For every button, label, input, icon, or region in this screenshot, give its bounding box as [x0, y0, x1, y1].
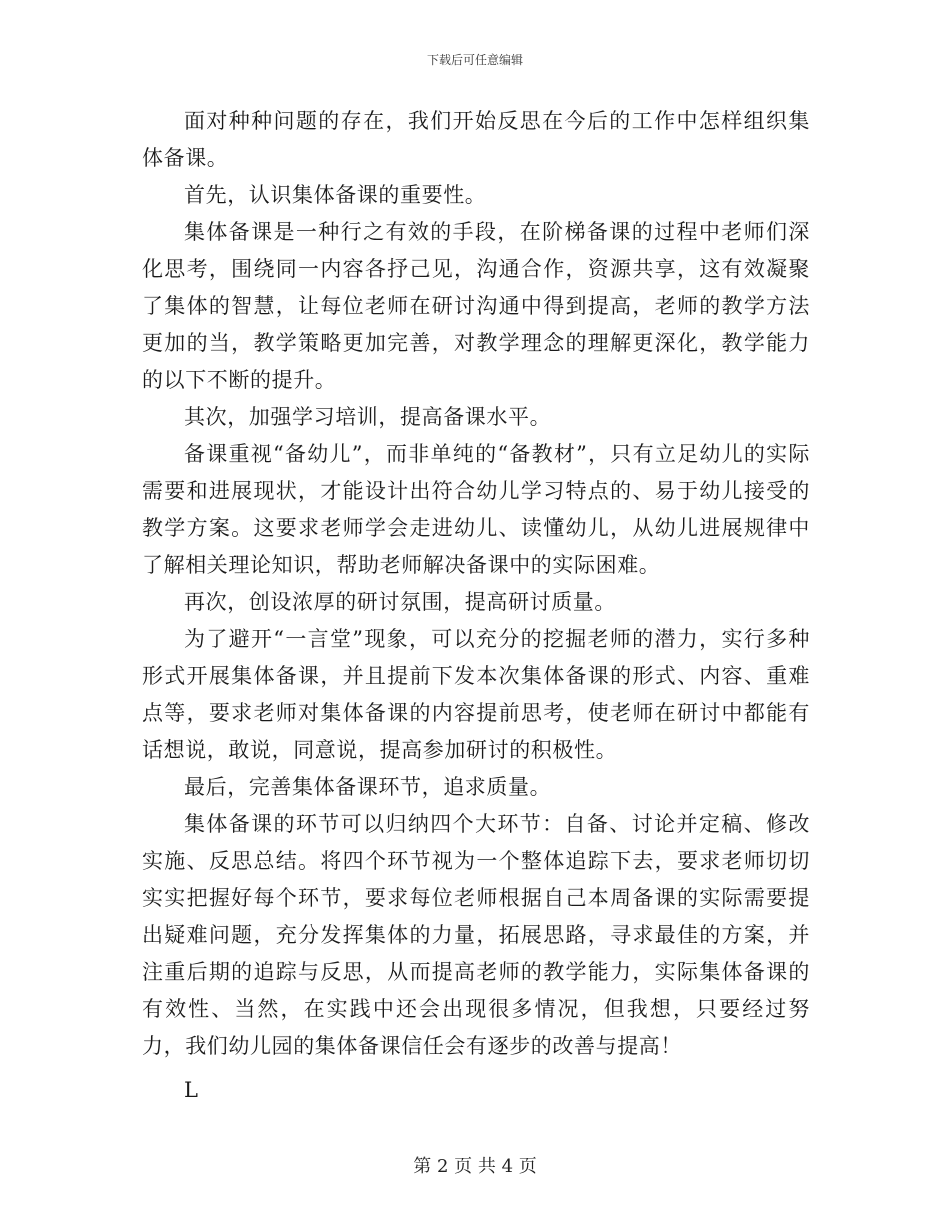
paragraph-2: 首先，认识集体备课的重要性。: [184, 183, 487, 207]
footer-prefix: 第: [413, 1156, 432, 1177]
paragraph-9: 集体备课的环节可以归纳四个大环节：自备、讨论并定稿、修改实施、反思总结。将四个环节视为一个整体追踪下去，要求老师切切实实把握好每个环节，要求每位老师根据自己本周备课的实际需要提出疑难问题，充分发挥集体的力量，拓展思路，寻求最佳的方案，并注重后期的追踪与反思，从而提高老师的教学能力，实际集体备课的有效性、当然，在实践中还会出现很多情况，但我想，只要经过努力，我们幼儿园的集体备课信任会有逐步的改善与提高！: [142, 812, 810, 1058]
footer-page-number: 2: [436, 1156, 449, 1177]
footer-total-pages: 4: [501, 1156, 514, 1177]
paragraph-5: 备课重视“备幼儿”，而非单纯的“备教材”，只有立足幼儿的实际需要和进展现状，才能设计出符合幼儿学习特点的、易于幼儿接受的教学方案。这要求老师学会走进幼儿、读懂幼儿，从幼儿进展规律中了解相关理论知识，帮助老师解决备课中的实际困难。: [142, 442, 810, 577]
paragraph-4: 其次，加强学习培训，提高备课水平。: [184, 405, 552, 429]
paragraph-6: 再次，创设浓厚的研讨氛围，提高研讨质量。: [184, 590, 616, 614]
paragraph-3: 集体备课是一种行之有效的手段，在阶梯备课的过程中老师们深化思考，围绕同一内容各抒己见，沟通合作，资源共享，这有效凝聚了集体的智慧，让每位老师在研讨沟通中得到提高，老师的教学方法更加的当，教学策略更加完善，对教学理念的理解更深化，教学能力的以下不断的提升。: [142, 220, 810, 392]
paragraph-10: L: [184, 1078, 199, 1102]
page-header: 下载后可任意编辑: [426, 53, 523, 67]
footer-suffix: 页: [518, 1156, 537, 1177]
document-body: [142, 103, 810, 1109]
footer-total-word: 共: [477, 1156, 496, 1177]
paragraph-1: 面对种种问题的存在，我们开始反思在今后的工作中怎样组织集体备课。: [142, 109, 810, 170]
paragraph-7: 为了避开“一言堂”现象，可以充分的挖掘老师的潜力，实行多种形式开展集体备课，并且提前下发本次集体备课的形式、内容、重难点等，要求老师对集体备课的内容提前思考，使老师在研讨中都能有话想说，敢说，同意说，提高参加研讨的积极性。: [142, 627, 810, 762]
page-footer: [0, 1155, 950, 1179]
footer-page-word: 页: [454, 1156, 473, 1177]
paragraph-8: 最后，完善集体备课环节，追求质量。: [184, 775, 552, 799]
